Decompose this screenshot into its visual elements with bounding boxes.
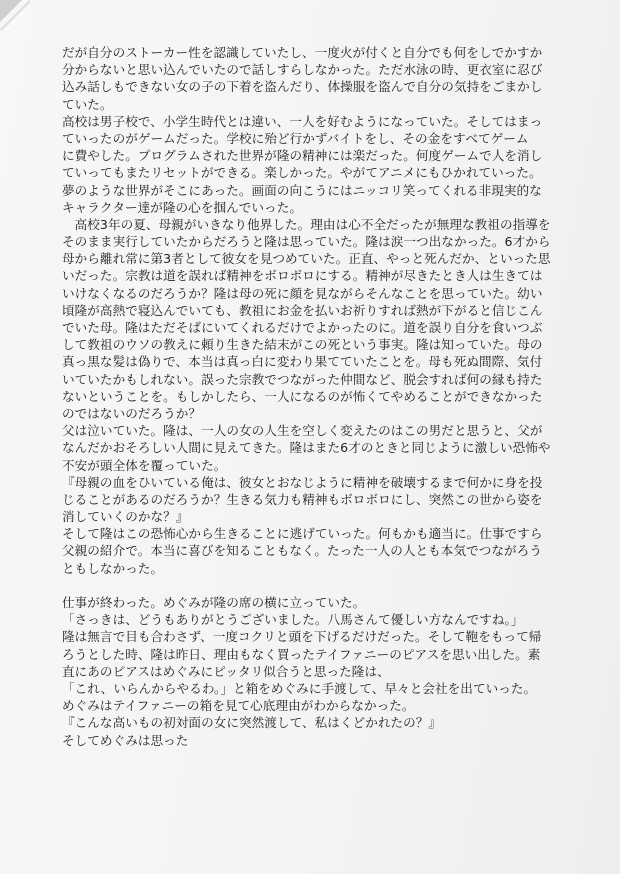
text-line: 高校は男子校で、小学生時代とは違い、一人を好むようになっていた。そしてはまっ <box>62 113 543 129</box>
text-line: じることがあるのだろうか？生きる気力も精神もボロボロにし、突然この世から姿を <box>62 491 543 507</box>
text-line: いていたかもしれない。誤った宗教でつながった仲間など、脱会すれば何の縁も持た <box>62 371 543 387</box>
text-line: 仕事が終わった。めぐみが隆の席の横に立っていた。 <box>62 595 366 610</box>
text-line: に費やした。プログラムされた世界が隆の精神には楽だった。何度ゲームで人を消し <box>62 148 543 164</box>
text-line: ていってもまたリセットができる。楽しかった。やがてアニメにもひかれていった。 <box>62 165 542 181</box>
text-line: いけなくなるのだろうか？隆は母の死に顔を見ながらそんなことを思っていた。幼い <box>62 285 543 301</box>
blank-line <box>62 577 572 594</box>
text-line: ともしなかった。 <box>62 560 164 576</box>
text-line: 頃隆が高熱で寝込んでいても、教祖にお金を払いお祈りすれば熱が下がると信じこん <box>62 302 543 318</box>
text-line: ていったのがゲームだった。学校に殆ど行かずバイトをし、その金をすべてゲーム <box>62 130 529 146</box>
text-line: 父は泣いていた。隆は、一人の女の人生を空しく変えたのはこの男だと思うと、父が <box>62 423 543 439</box>
text-line: 母から離れ常に第3者として彼女を見つめていた。正直、やっと死んだか、といった思 <box>62 251 551 267</box>
text-line: ないということを。もしかしたら、一人になるのが怖くてやめることができなかった <box>62 388 543 404</box>
text-line: のではないのだろうか？ <box>62 405 202 421</box>
text-line: 真っ黒な髪は偽りで、本当は真っ白に変わり果てていたことを。母も死ぬ間際、気付 <box>62 354 543 370</box>
text-line: なんだかおそろしい人間に見えてきた。隆はまた6才のときと同じように激しい恐怖や <box>62 440 551 456</box>
text-line: 込み話しもできない女の子の下着を盗んだり、体操服を盗んで自分の気持をごまかし <box>62 79 543 95</box>
text-line: ていた。 <box>62 96 113 112</box>
body-text <box>62 44 572 749</box>
text-line: して教祖のウソの教えに頼り生きた結末がこの死という事実。隆は知っていた。母の <box>62 337 543 353</box>
corner-fold-shadow <box>0 0 30 30</box>
text-line: だが自分のストーカー性を認識していたし、一度火が付くと自分でも何をしでかすか <box>62 45 543 60</box>
text-line: キャラクター達が隆の心を掴んでいった。 <box>62 199 302 215</box>
text-line: 隆は無言で目も合わさず、一度コクリと頭を下げるだけだった。そして鞄をもって帰 <box>62 629 542 645</box>
text-line: 「これ、いらんからやるわ。」と箱をめぐみに手渡して、早々と会社を出ていった。 <box>62 680 537 696</box>
text-line: いだった。宗教は道を誤れば精神をボロボロにする。精神が尽きたとき人は生きては <box>62 268 543 284</box>
text-line: 『こんな高いもの初対面の女に突然渡して、私はくどかれたの？』 <box>62 715 442 731</box>
text-line: 父親の紹介で。本当に喜びを知ることもなく。たった一人の人とも本気でつながろう <box>62 543 542 559</box>
text-line: そのまま実行していたからだろうと隆は思っていた。隆は涙一つ出なかった。6才から <box>62 234 551 250</box>
text-line: 不安が頭全体を覆っていた。 <box>62 457 227 473</box>
text-line: そして隆はこの恐怖心から生きることに逃げていった。何もかも適当に。仕事ですら <box>62 526 543 542</box>
text-line: 直にあのピアスはめぐみにピッタリ似合うと思った隆は、 <box>62 663 390 679</box>
text-line: 分からないと思い込んでいたので話しすらしなかった。ただ水泳の時、更衣室に忍び <box>62 62 543 78</box>
text-line: 「さっきは、どうもありがとうございました。八馬さんて優しい方なんですね。」 <box>62 612 524 628</box>
text-line: めぐみはテイファニーの箱を見て心底理由がわからなかった。 <box>62 698 415 714</box>
text-line: 夢のような世界がそこにあった。画面の向こうにはニッコリ笑ってくれる非現実的な <box>62 182 542 198</box>
text-line: 消していくのかな？』 <box>62 509 189 525</box>
text-line: ろうとした時、隆は昨日、理由もなく買ったテイファニーのピアスを思い出した。素 <box>62 646 541 662</box>
text-line: 高校3年の夏、母親がいきなり他界した。理由は心不全だったが無理な教祖の指導を <box>62 216 551 232</box>
text-line: でいた母。隆はただそばにいてくれるだけでよかったのに。道を誤り自分を食いつぶ <box>62 320 543 335</box>
text-line: 『母親の血をひいている俺は、彼女とおなじように精神を破壊するまで何かに身を投 <box>62 474 543 490</box>
text-line: そしてめぐみは思った <box>62 732 189 748</box>
